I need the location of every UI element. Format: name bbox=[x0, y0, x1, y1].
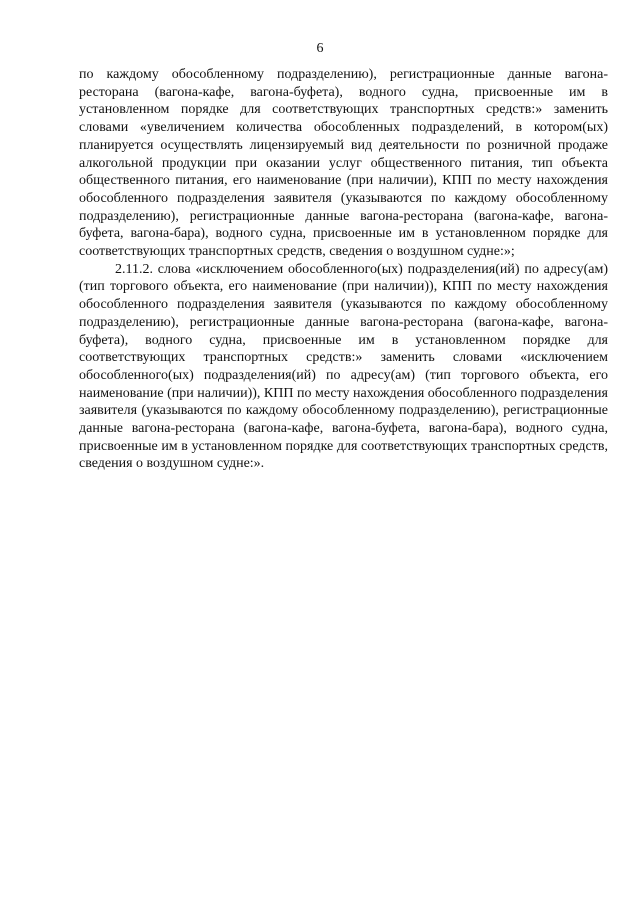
document-body bbox=[79, 66, 608, 473]
paragraph-continuation: по каждому обособленному подразделению), регистрационные данные вагона-ресторана (вагона-кафе, вагона-буфета), водного судна, присвоенные им в установленном порядке для соответствующих транспортных средств:» заменить словами «увеличением количества обособленных подразделений, в котором(ых) планируется осуществлять лицензируемый вид деятельности по розничной продаже алкогольной продукции при оказании услуг общественного питания, тип объекта общественного питания, его наименование (при наличии), КПП по месту нахождения обособленного подразделения заявителя (указываются по каждому обособленному подразделению), регистрационные данные вагона-ресторана (вагона-кафе, вагона-буфета, вагона-бара), водного судна, присвоенные им в установленном порядке для соответствующих транспортных средств, сведения о воздушном судне:»; bbox=[79, 67, 608, 260]
page-number: 6 bbox=[316, 41, 324, 56]
paragraph-2-11-2: 2.11.2. слова «исключением обособленного(ых) подразделения(ий) по адресу(ам) (тип торгового объекта, его наименование (при наличии)), КПП по месту нахождения обособленного подразделения заявителя (указываются по каждому обособленному подразделению), регистрационные данные вагона-ресторана (вагона-кафе, вагона-буфета), водного судна, присвоенные им в установленном порядке для соответствующих транспортных средств:» заменить словами «исключением обособленного(ых) подразделения(ий) по адресу(ам) (тип торгового объекта, его наименование (при наличии)), КПП по месту нахождения обособленного подразделения заявителя (указываются по каждому обособленному подразделению), регистрационные данные вагона-ресторана (вагона-кафе, вагона-буфета, вагона-бара), водного судна, присвоенные им в установленном порядке для соответствующих транспортных средств, сведения о воздушном судне:». bbox=[79, 261, 608, 472]
